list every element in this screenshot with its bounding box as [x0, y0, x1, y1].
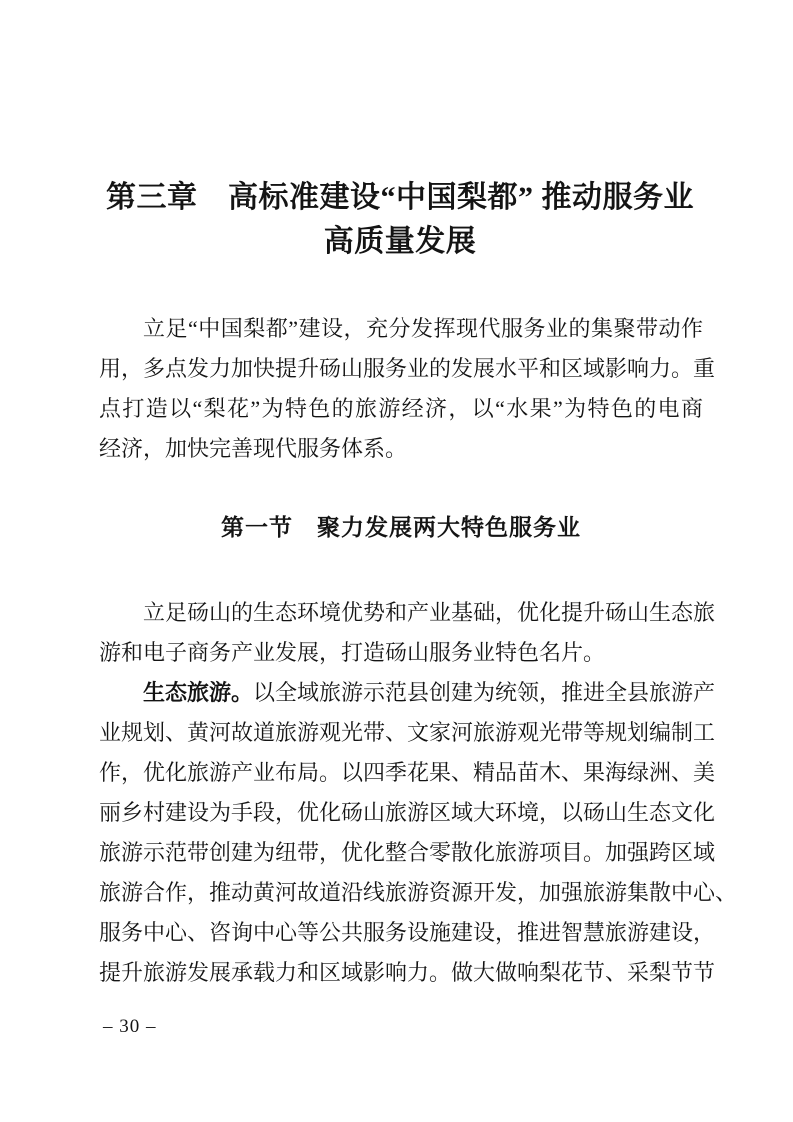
paragraph-line: 作，优化旅游产业布局。以四季花果、精品苗木、果海绿洲、美: [99, 760, 716, 785]
paragraph-line: 服务中心、咨询中心等公共服务设施建设，推进智慧旅游建设，: [99, 920, 716, 945]
intro-paragraph: [99, 309, 716, 469]
chapter-title: [96, 176, 704, 264]
section-intro-paragraph: [99, 593, 716, 673]
paragraph-line: 点打造以“梨花”为特色的旅游经济，以“水果”为特色的电商: [99, 396, 703, 421]
paragraph-line: 业规划、黄河故道旅游观光带、文家河旅游观光带等规划编制工: [99, 720, 716, 745]
paragraph-line: 丽乡村建设为手段，优化砀山旅游区域大环境，以砀山生态文化: [99, 800, 716, 825]
paragraph-line-text: 以全域旅游示范县创建为统领，推进全县旅游产: [253, 680, 716, 705]
chapter-title-line-2: 高质量发展: [323, 225, 477, 258]
paragraph-line: 立足“中国梨都”建设，充分发挥现代服务业的集聚带动作: [143, 316, 703, 341]
section-heading: 第一节 聚力发展两大特色服务业: [221, 514, 581, 540]
eco-tourism-paragraph: [99, 673, 738, 993]
paragraph-line: 游和电子商务产业发展，打造砀山服务业特色名片。: [99, 640, 606, 665]
chapter-title-line-1: 第三章 高标准建设“中国梨都” 推动服务业: [106, 181, 694, 214]
paragraph-line: 经济，加快完善现代服务体系。: [99, 436, 408, 461]
paragraph-line: 旅游合作，推动黄河故道沿线旅游资源开发，加强旅游集散中心、: [99, 880, 738, 905]
eco-tourism-lead: 生态旅游。: [143, 680, 254, 705]
page-number: – 30 –: [103, 1016, 157, 1037]
paragraph-line: 立足砀山的生态环境优势和产业基础，优化提升砀山生态旅: [143, 600, 716, 625]
paragraph-line: 提升旅游发展承载力和区域影响力。做大做响梨花节、采梨节节: [99, 960, 716, 985]
paragraph-line: 用，多点发力加快提升砀山服务业的发展水平和区域影响力。重: [99, 356, 716, 381]
paragraph-line: [99, 673, 716, 713]
paragraph-line: 旅游示范带创建为纽带，优化整合零散化旅游项目。加强跨区域: [99, 840, 716, 865]
